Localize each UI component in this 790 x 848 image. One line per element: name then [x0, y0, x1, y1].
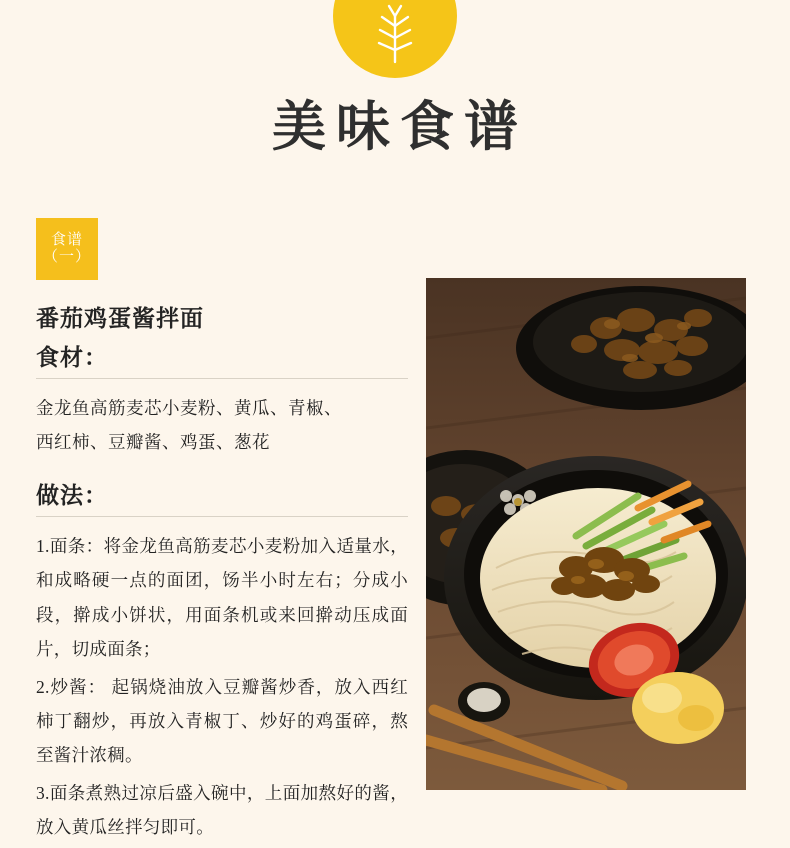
divider-ingredients — [36, 378, 408, 379]
ingredients-line-1: 金龙鱼高筋麦芯小麦粉、黄瓜、青椒、 — [36, 398, 342, 418]
recipe-text-column — [36, 300, 408, 848]
divider-method — [36, 516, 408, 517]
ingredients-list — [36, 391, 408, 459]
ingredients-heading: 食材： — [36, 345, 108, 370]
dish-photo — [426, 278, 746, 790]
method-step: 3.面条煮熟过凉后盛入碗中，上面加熬好的酱，放入黄瓜丝拌匀即可。 — [36, 783, 408, 838]
dish-name: 番茄鸡蛋酱拌面 — [36, 306, 204, 331]
wheat-emblem — [333, 0, 457, 78]
ingredients-line-2: 西红柿、豆瓣酱、鸡蛋、葱花 — [36, 432, 270, 453]
badge-number: （一） — [42, 249, 91, 265]
page-title: 美味食谱 — [272, 97, 528, 157]
recipe-number-badge — [36, 218, 98, 280]
method-steps — [36, 529, 408, 844]
method-heading: 做法： — [36, 483, 108, 509]
method-step: 2.炒酱： 起锅烧油放入豆瓣酱炒香，放入西红柿丁翻炒，再放入青椒丁、炒好的鸡蛋碎，熬至酱汁浓稠。 — [36, 676, 408, 765]
method-step: 1.面条：将金龙鱼高筋麦芯小麦粉加入适量水，和成略硬一点的面团，饧半小时左右；分成小段，擀成小饼状，用面条机或来回擀动压成面片，切成面条； — [36, 536, 408, 659]
badge-label: 食谱 — [50, 231, 83, 248]
wheat-icon — [362, 2, 428, 78]
